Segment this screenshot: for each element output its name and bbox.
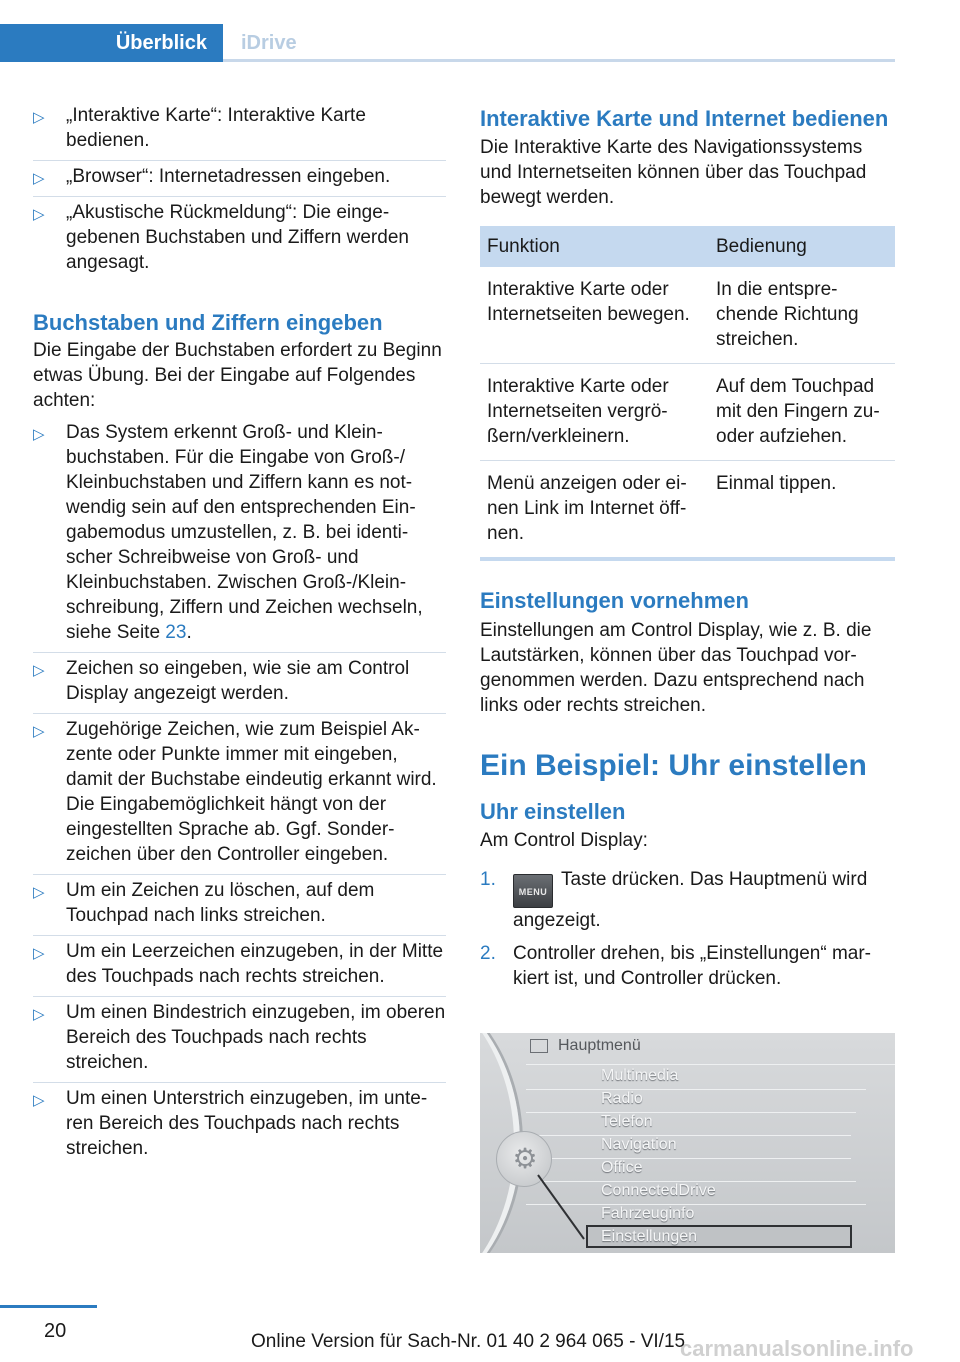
list-item: ▷ „Akustische Rückmeldung“: Die eingegebenen Buchstaben und Ziffern werden angesagt. (33, 202, 409, 273)
clock-intro: Am Control Display: (480, 830, 648, 851)
step-number: 2. (480, 943, 496, 964)
triangle-bullet-icon: ▷ (33, 662, 45, 679)
screen-title: Hauptmenü (558, 1037, 641, 1054)
menu-item-radio: Radio (601, 1090, 643, 1107)
table-header-funktion: Funktion (480, 226, 709, 267)
menu-item-einstellungen: Einstellungen (601, 1228, 698, 1245)
list-item: ▷ Um einen Bindestrich einzugeben, im oberen Bereich des Touchpads nach rechts streichen. (33, 997, 446, 1083)
settings-paragraph: Einstellungen am Control Display, wie z. B. die Lautstärken, können über das Touchpad vorgenommen werden. Dazu entsprechend nach links oder rechts streichen. (480, 620, 872, 716)
steps-list (480, 867, 895, 999)
triangle-bullet-icon: ▷ (33, 170, 45, 187)
triangle-bullet-icon: ▷ (33, 109, 45, 126)
section-title-settings: Einstellungen vornehmen (480, 588, 749, 613)
list-item: ▷ Um ein Zeichen zu löschen, auf dem Touchpad nach links streichen. (33, 875, 446, 936)
triangle-bullet-icon: ▷ (33, 206, 45, 223)
header-rule (223, 59, 895, 62)
tab-idrive[interactable]: iDrive (241, 32, 297, 54)
table-header-row (480, 226, 895, 267)
triangle-bullet-icon: ▷ (33, 426, 45, 443)
triangle-bullet-icon: ▷ (33, 945, 45, 962)
intro-bullet-list (33, 100, 446, 282)
tab-ueberblick[interactable]: Überblick (0, 24, 223, 62)
section-title-letters: Buchstaben und Ziffern eingeben (33, 310, 383, 335)
list-item: ▷ „Interaktive Karte“: Interaktive Karte bedienen. (33, 100, 446, 161)
menu-button-icon: MENU (513, 874, 553, 908)
step-number: 1. (480, 869, 496, 890)
menu-item-multimedia: Multimedia (601, 1067, 679, 1084)
section-paragraph: Die Eingabe der Buchstaben erfordert zu Beginn etwas Übung. Bei der Eingabe auf Folgendes achten: (33, 340, 442, 411)
menu-item-navigation: Navigation (601, 1136, 677, 1153)
triangle-bullet-icon: ▷ (33, 884, 45, 901)
settings-gear-icon: ⚙ (496, 1131, 552, 1187)
table-row: Menü anzeigen oder einen Link im Internet öffnen. Einmal tippen. (480, 461, 895, 560)
page-reference-link[interactable]: 23 (165, 622, 187, 643)
control-display-image (480, 1033, 895, 1253)
table-row: Interaktive Karte oder Internetseiten bewegen. In die entsprechende Richtung streichen. (480, 267, 895, 364)
menu-item-telefon: Telefon (601, 1113, 653, 1130)
page-number: 20 (44, 1320, 67, 1342)
right-column (480, 100, 895, 999)
input-bullet-list (33, 417, 446, 1168)
list-item: ▷ Zeichen so eingeben, wie sie am Control Display angezeigt werden. (33, 653, 446, 714)
example-heading: Ein Beispiel: Uhr einstellen (480, 749, 867, 782)
table-row: Interaktive Karte oder Internetseiten vergrößern/verkleinern. Auf dem Touchpad mit den Fingern zu- oder aufziehen. (480, 364, 895, 461)
footer-rule (0, 1305, 97, 1308)
list-item: ▷ Um ein Leerzeichen einzugeben, in der Mitte des Touchpads nach rechts streichen. (33, 936, 446, 997)
list-item: 2. Controller drehen, bis „Einstellungen“ markiert ist, und Controller drücken. (480, 943, 871, 989)
list-item: ▷ „Browser“: Internetadressen eingeben. (33, 161, 446, 197)
list-item: ▷ Das System erkennt Groß- und Kleinbuchstaben. Für die Eingabe von Groß-/ Kleinbuchstaben und Ziffern kann es notwendig sein auf den entsprechenden Eingabemodus umzustellen, z. B. bei identischer Schreibweise von Groß- und Kleinbuchstaben. Zwischen Groß-/Kleinschreibung, Ziffern und Zeichen wechseln, siehe Seite 23. (33, 417, 446, 653)
page-header (0, 0, 960, 62)
pointer-line-icon (480, 1033, 895, 1253)
triangle-bullet-icon: ▷ (33, 1006, 45, 1023)
section-title-map: Interaktive Karte und Internet bedienen (480, 106, 889, 131)
menu-item-fahrzeuginfo: Fahrzeuginfo (601, 1205, 695, 1222)
list-item: ▷ Um einen Unterstrich einzugeben, im unteren Bereich des Touchpads nach rechts streichen. (33, 1088, 428, 1159)
map-paragraph: Die Interaktive Karte des Navigationssystems und Internetseiten können über das Touchpad bewegt werden. (480, 137, 867, 208)
watermark: carmanualsonline.info (680, 1336, 914, 1361)
function-table (480, 226, 895, 561)
footer-text: Online Version für Sach-Nr. 01 40 2 964 065 - VI/15 (251, 1331, 686, 1352)
section-title-clock: Uhr einstellen (480, 799, 626, 824)
list-item: 1. MENUTaste drücken. Das Hauptmenü wird angezeigt. (480, 869, 868, 931)
list-item: ▷ Zugehörige Zeichen, wie zum Beispiel Akzente oder Punkte immer mit eingeben, damit der Buchstabe eindeutig erkannt wird. Die Eingabemöglichkeit hängt von der eingestellten Sprache ab. Ggf. Sonderzeichen über den Controller eingeben. (33, 714, 446, 875)
menu-item-office: Office (601, 1159, 643, 1176)
menu-item-connecteddrive: ConnectedDrive (601, 1182, 716, 1199)
left-column (33, 100, 446, 1168)
triangle-bullet-icon: ▷ (33, 1092, 45, 1109)
table-header-bedienung: Bedienung (709, 226, 895, 267)
triangle-bullet-icon: ▷ (33, 723, 45, 740)
